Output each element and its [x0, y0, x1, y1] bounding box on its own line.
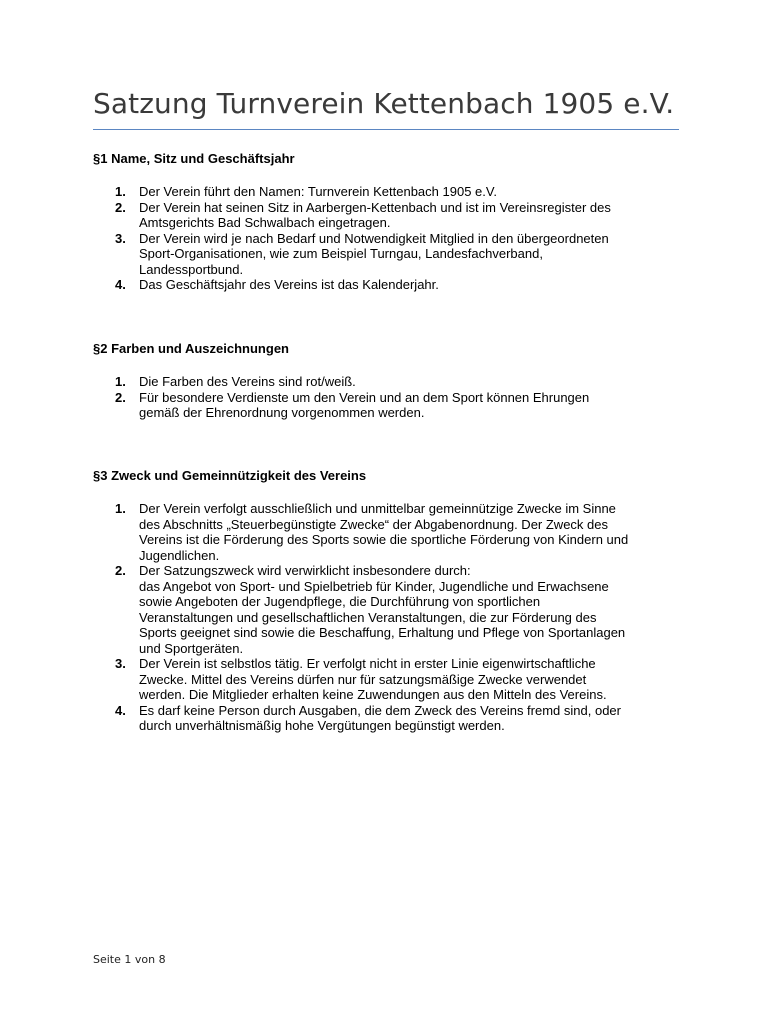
list-item-text-line: Vereins ist die Förderung des Sports sowie die sportliche Förderung von Kindern und: [139, 532, 629, 547]
section-list: [93, 184, 693, 293]
list-item-text-line: und Sportgeräten.: [139, 640, 244, 656]
list-item-text-line: werden. Die Mitglieder erhalten keine Zuwendungen aus den Mitteln des Vereins.: [139, 687, 607, 702]
list-item-number: 2.: [115, 199, 126, 215]
list-item-number: 1.: [115, 374, 126, 389]
page-footer: Seite 1 von 8: [93, 953, 166, 966]
list-item-text-line: gemäß der Ehrenordnung vorgenommen werden.: [139, 405, 425, 420]
list-item-number: 2.: [115, 563, 126, 578]
list-item: [93, 200, 693, 231]
section-2-farben: [93, 341, 693, 421]
list-item-text-line: Der Verein verfolgt ausschließlich und unmittelbar gemeinnützige Zwecke im Sinne: [139, 501, 616, 516]
list-item-number: 4.: [115, 702, 126, 718]
list-item-text-line: Sports geeignet sind sowie die Beschaffung, Erhaltung und Pflege von Sportanlagen: [139, 625, 626, 640]
list-item-text-line: Die Farben des Vereins sind rot/weiß.: [139, 374, 356, 389]
section-3-zweck: [93, 468, 693, 734]
list-item-number: 2.: [115, 389, 126, 405]
title-underline: [93, 129, 679, 130]
list-item: [93, 656, 693, 703]
section-list: [93, 501, 693, 734]
list-item-text-line: sowie Angeboten der Jugendpflege, die Durchführung von sportlichen: [139, 594, 541, 609]
section-list: [93, 374, 693, 421]
list-item-text-line: Der Verein führt den Namen: Turnverein Kettenbach 1905 e.V.: [139, 184, 497, 199]
list-item: [93, 231, 693, 278]
list-item-text-line: Jugendlichen.: [139, 547, 220, 563]
list-item-number: 1.: [115, 501, 126, 516]
section-heading: §3 Zweck und Gemeinnützigkeit des Vereins: [93, 468, 367, 483]
section-heading: §2 Farben und Auszeichnungen: [93, 341, 289, 356]
list-item: [93, 184, 693, 200]
list-item-number: 3.: [115, 230, 126, 246]
list-item: [93, 501, 693, 563]
list-item-text-line: das Angebot von Sport- und Spielbetrieb für Kinder, Jugendliche und Erwachsene: [139, 578, 609, 594]
list-item: [93, 277, 693, 293]
list-item: [93, 703, 693, 734]
list-item: [93, 390, 693, 421]
list-item-text-line: durch unverhältnismäßig hohe Vergütungen begünstigt werden.: [139, 718, 505, 733]
list-item-number: 3.: [115, 656, 126, 671]
list-item-text-line: Für besondere Verdienste um den Verein und an dem Sport können Ehrungen: [139, 389, 590, 405]
list-item-text-line: Amtsgerichts Bad Schwalbach eingetragen.: [139, 215, 391, 230]
list-item-text-line: Es darf keine Person durch Ausgaben, die dem Zweck des Vereins fremd sind, oder: [139, 702, 621, 718]
section-heading: §1 Name, Sitz und Geschäftsjahr: [93, 151, 295, 166]
list-item-text-line: Sport-Organisationen, wie zum Beispiel Turngau, Landesfachverband,: [139, 246, 543, 261]
list-item-number: 1.: [115, 184, 126, 199]
list-item-text-line: Veranstaltungen und gesellschaftlichen Veranstaltungen, die zur Förderung des: [139, 609, 597, 625]
list-item: [93, 374, 693, 390]
list-item-text-line: Der Verein wird je nach Bedarf und Notwendigkeit Mitglied in den übergeordneten: [139, 230, 609, 246]
list-item-number: 4.: [115, 277, 126, 292]
list-item-text-line: Landessportbund.: [139, 261, 244, 277]
list-item-text-line: Der Verein hat seinen Sitz in Aarbergen-Kettenbach und ist im Vereinsregister des: [139, 199, 611, 215]
section-1-name-sitz: [93, 151, 693, 293]
document-title: Satzung Turnverein Kettenbach 1905 e.V.: [93, 87, 675, 120]
list-item-text-line: Zwecke. Mittel des Vereins dürfen nur für satzungsmäßige Zwecke verwendet: [139, 671, 587, 687]
list-item-text-line: des Abschnitts „Steuerbegünstigte Zwecke“ der Abgabenordnung. Der Zweck des: [139, 516, 608, 532]
list-item-text-line: Der Satzungszweck wird verwirklicht insbesondere durch:: [139, 563, 471, 578]
list-item-text-line: Das Geschäftsjahr des Vereins ist das Kalenderjahr.: [139, 277, 439, 292]
list-item-text-line: Der Verein ist selbstlos tätig. Er verfolgt nicht in erster Linie eigenwirtschaftliche: [139, 656, 596, 671]
list-item: [93, 563, 693, 656]
